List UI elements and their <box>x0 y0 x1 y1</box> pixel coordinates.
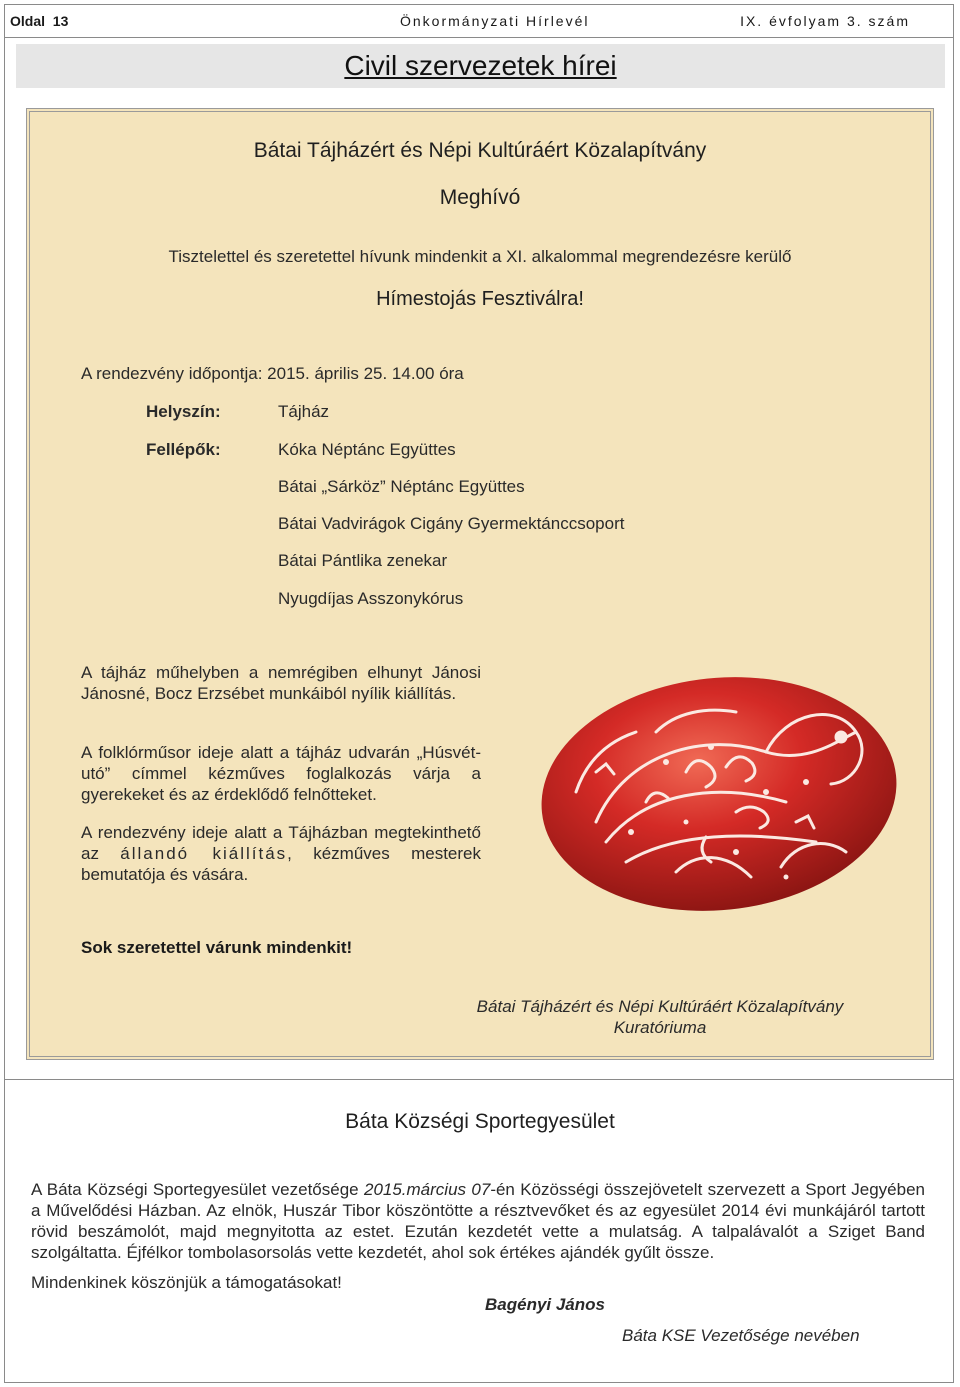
sport-thanks: Mindenkinek köszönjük a támogatásokat! <box>31 1273 342 1292</box>
sport-signer: Bagényi János <box>485 1295 605 1314</box>
performer-item: Bátai Pántlika zenekar <box>278 551 448 570</box>
invite-heading: Meghívó <box>439 186 521 209</box>
exhibition-paragraph: A tájház műhelyben a nemrégiben elhunyt Jánosi Jánosné, Bocz Erzsébet munkáiból nyílik kiállítás. <box>81 663 481 703</box>
venue-label: Helyszín: <box>146 402 221 421</box>
sport-divider <box>4 1079 954 1080</box>
invite-organization: Bátai Tájházért és Népi Kultúráért Közalapítvány <box>253 139 707 162</box>
publication-name: Önkormányzati Hírlevél <box>400 13 590 29</box>
venue-value: Tájház <box>278 402 330 421</box>
performer-item: Nyugdíjas Asszonykórus <box>278 589 464 608</box>
invitation-box <box>26 108 934 1060</box>
painted-easter-egg <box>536 672 902 912</box>
header-divider <box>4 37 954 38</box>
section-title: Civil szervezetek hírei <box>344 50 617 81</box>
page-header <box>10 13 910 33</box>
performer-item: Bátai Vadvirágok Cigány Gyermektánccsoport <box>278 514 625 533</box>
page-number: Oldal 13 <box>10 13 69 29</box>
folklore-paragraph: A folklórműsor ideje alatt a tájház udvarán „Húsvét-utó” címmel kézműves foglalkozás várja a gyerekeket és az érdeklődő felnőtteket. <box>81 743 481 804</box>
performers-label: Fellépők: <box>146 440 221 459</box>
permanent-exhibition-paragraph: A rendezvény ideje alatt a Tájházban megtekinthető az állandó kiállítás, kézműves mesterek bemutatója és vására. <box>81 823 481 884</box>
performer-item: Bátai „Sárköz” Néptánc Együttes <box>278 477 525 496</box>
sport-paragraph: A Báta Községi Sportegyesület vezetősége 2015.március 07-én Közösségi összejövetelt szervezett a Sport Jegyében a Művelődési Házban. Az elnök, Huszár Tibor köszöntötte a résztvevőket és az egyesület 2014 évi munkájáról tartott rövid beszámolót, majd megnyitotta az estet. Ezután kezdetét vette a mulatság. A talpalávalót a Sziget Band szolgáltatta. Éjfélkor tombolasorsolás vette kezdetét, ahol sok értékes ajándék gyűlt össze. <box>31 1180 926 1262</box>
festival-name: Hímestojás Fesztiválra! <box>376 288 584 310</box>
issue-number: IX. évfolyam 3. szám <box>740 13 910 29</box>
invite-intro: Tisztelettel és szeretettel hívunk mindenkit a XI. alkalommal megrendezésre kerülő <box>168 247 792 266</box>
event-date: A rendezvény időpontja: 2015. április 25. 14.00 óra <box>81 364 464 383</box>
sport-title: Báta Községi Sportegyesület <box>345 1110 615 1133</box>
invite-signature: Bátai Tájházért és Népi Kultúráért Közalapítvány Kuratóriuma <box>476 997 844 1037</box>
sport-signer-role: Báta KSE Vezetősége nevében <box>622 1326 860 1345</box>
performer-item: Kóka Néptánc Együttes <box>278 440 456 459</box>
section-title-bar <box>16 44 945 88</box>
closing-line: Sok szeretettel várunk mindenkit! <box>81 938 353 957</box>
